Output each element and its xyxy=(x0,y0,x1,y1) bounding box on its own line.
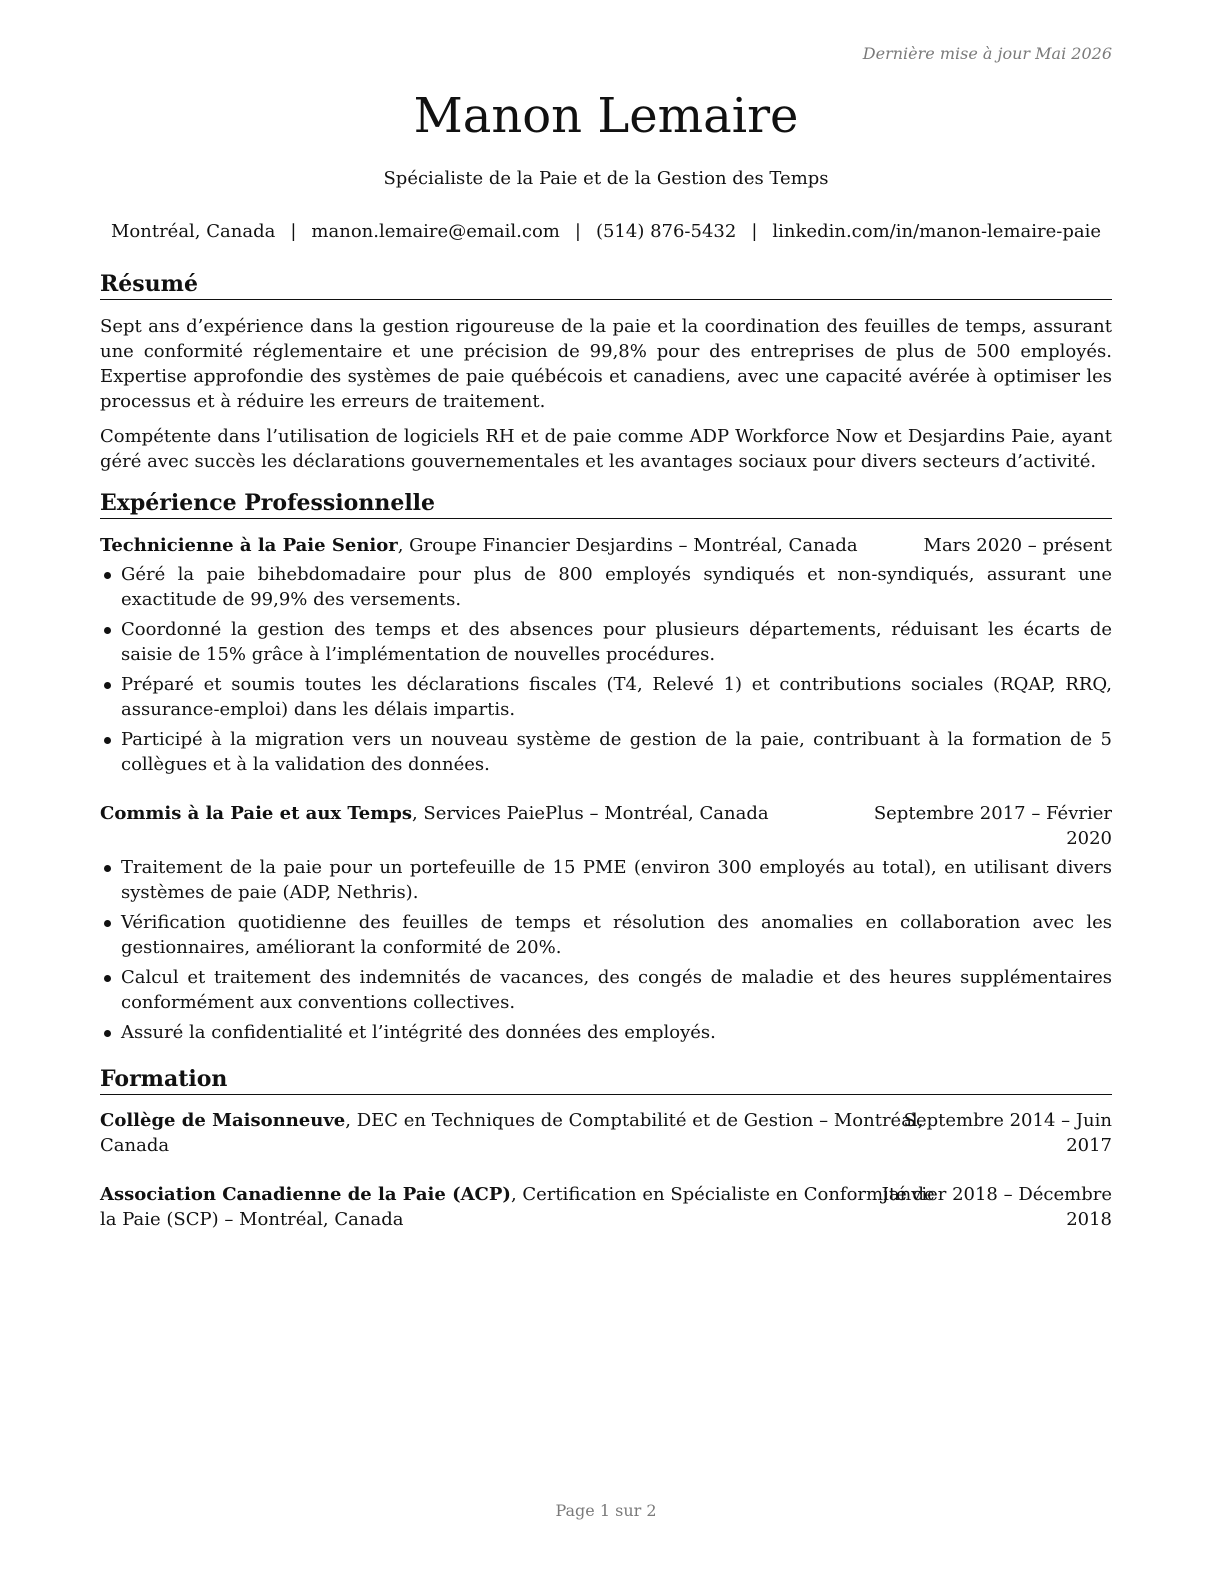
last-updated: Dernière mise à jour Mai 2026 xyxy=(862,44,1112,63)
education-detail xyxy=(100,1108,923,1158)
education-dates-line: Janvier 2018 – Décembre xyxy=(881,1184,1112,1205)
list-item: Vérification quotidienne des feuilles de temps et résolution des anomalies en collaboration avec les gestionnaires, améliorant la conformité de 20%. xyxy=(100,910,1112,960)
job-title: Technicienne à la Paie Senior xyxy=(100,535,398,556)
job-employer: , Services PaiePlus – Montréal, Canada xyxy=(411,803,769,824)
education-item xyxy=(100,1108,1112,1158)
page-number: Page 1 sur 2 xyxy=(555,1501,657,1520)
candidate-subtitle: Spécialiste de la Paie et de la Gestion des Temps xyxy=(383,168,829,189)
contact-separator: | xyxy=(574,221,581,242)
list-item: Assuré la confidentialité et l’intégrité des données des employés. xyxy=(100,1020,1112,1045)
education-dates xyxy=(904,1108,1112,1158)
contact-email[interactable]: manon.lemaire@email.com xyxy=(311,221,560,242)
job-dates xyxy=(874,801,1112,851)
section-heading-experience: Expérience Professionnelle xyxy=(100,489,1112,519)
education-program: , DEC en Techniques de Comptabilité et de Gestion – Montréal, xyxy=(345,1110,924,1131)
contact-separator: | xyxy=(290,221,297,242)
job-dates-line: 2020 xyxy=(1066,828,1112,849)
education-program: , Certification en Spécialiste en Conformité de xyxy=(510,1184,935,1205)
contact-linkedin[interactable]: linkedin.com/in/manon-lemaire-paie xyxy=(772,221,1102,242)
contact-phone: (514) 876-5432 xyxy=(595,221,737,242)
job-bullets xyxy=(100,562,1112,782)
job-dates: Mars 2020 – présent xyxy=(923,535,1112,556)
list-item: Participé à la migration vers un nouveau système de gestion de la paie, contribuant à la formation de 5 collègues et à la validation des données. xyxy=(100,727,1112,777)
section-heading-education: Formation xyxy=(100,1065,1112,1095)
candidate-name: Manon Lemaire xyxy=(413,88,799,144)
education-detail xyxy=(100,1182,935,1232)
list-item: Traitement de la paie pour un portefeuille de 15 PME (environ 300 employés au total), en utilisant divers systèmes de paie (ADP, Nethris). xyxy=(100,855,1112,905)
summary-paragraph: Sept ans d’expérience dans la gestion rigoureuse de la paie et la coordination des feuilles de temps, assurant une conformité réglementaire et une précision de 99,8% pour des entreprises de plus de 500 employés. Expertise approfondie des systèmes de paie québécois et canadiens, avec une capacité avérée à optimiser les processus et à réduire les erreurs de traitement. xyxy=(100,316,1112,412)
job-title: Commis à la Paie et aux Temps xyxy=(100,803,412,824)
list-item: Préparé et soumis toutes les déclarations fiscales (T4, Relevé 1) et contributions sociales (RQAP, RRQ, assurance-emploi) dans les délais impartis. xyxy=(100,672,1112,722)
education-dates xyxy=(882,1182,1112,1232)
job-dates-line: Septembre 2017 – Février xyxy=(873,803,1112,824)
education-dates-line: 2018 xyxy=(1066,1209,1112,1230)
job-header xyxy=(100,801,1112,849)
education-item xyxy=(100,1182,1112,1232)
summary-paragraph: Compétente dans l’utilisation de logiciels RH et de paie comme ADP Workforce Now et Desjardins Paie, ayant géré avec succès les déclarations gouvernementales et les avantages sociaux pour divers secteurs d’activité. xyxy=(100,426,1112,472)
education-dates-line: Septembre 2014 – Juin xyxy=(903,1110,1112,1131)
list-item: Géré la paie bihebdomadaire pour plus de 800 employés syndiqués et non-syndiqués, assurant une exactitude de 99,9% des versements. xyxy=(100,562,1112,612)
contact-location: Montréal, Canada xyxy=(110,221,276,242)
job-header xyxy=(100,533,1112,558)
list-item: Coordonné la gestion des temps et des absences pour plusieurs départements, réduisant les écarts de saisie de 15% grâce à l’implémentation de nouvelles procédures. xyxy=(100,617,1112,667)
education-program-cont: la Paie (SCP) – Montréal, Canada xyxy=(100,1209,404,1230)
contact-line xyxy=(100,219,1112,245)
list-item: Calcul et traitement des indemnités de vacances, des congés de maladie et des heures supplémentaires conformément aux conventions collectives. xyxy=(100,965,1112,1015)
education-dates-line: 2017 xyxy=(1066,1135,1112,1156)
job-bullets xyxy=(100,855,1112,1050)
education-institution: Collège de Maisonneuve xyxy=(100,1110,346,1131)
education-program-cont: Canada xyxy=(100,1135,170,1156)
contact-separator: | xyxy=(751,221,758,242)
job-employer: , Groupe Financier Desjardins – Montréal, Canada xyxy=(397,535,858,556)
education-institution: Association Canadienne de la Paie (ACP) xyxy=(100,1184,511,1205)
section-heading-summary: Résumé xyxy=(100,270,1112,300)
resume-page xyxy=(100,0,1112,1584)
